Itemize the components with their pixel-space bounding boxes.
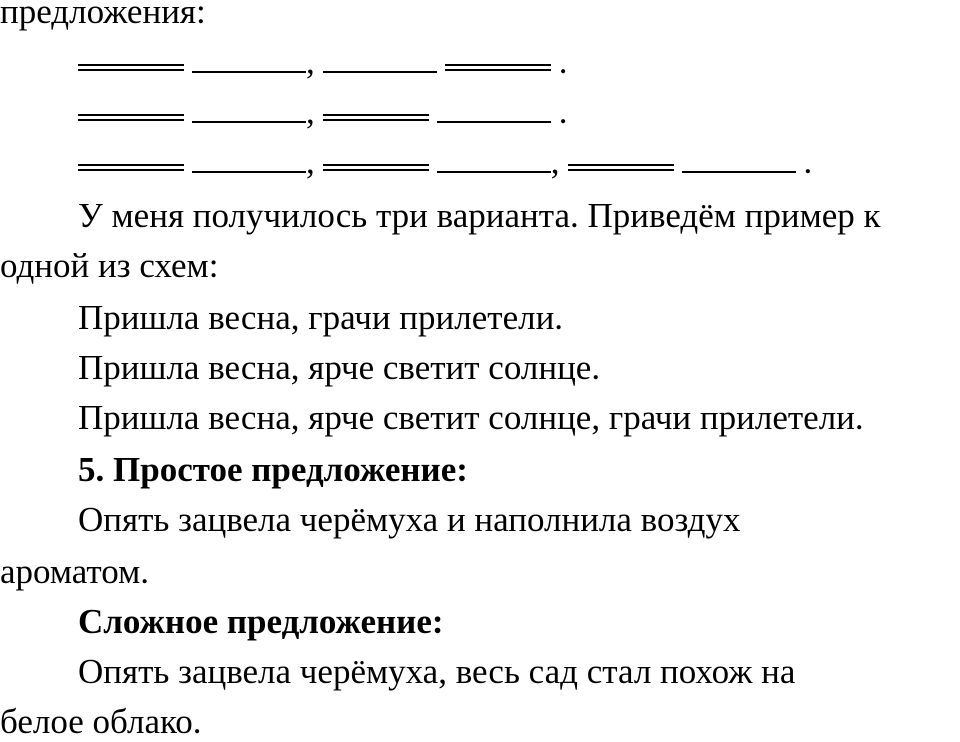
scheme-period: . [558, 92, 568, 131]
example-sentence-2: Пришла весна, ярче светит солнце. [78, 348, 601, 387]
subject-underline [568, 142, 674, 182]
subject-underline [78, 42, 184, 82]
sentence-scheme-2 [78, 92, 568, 132]
scheme-period: . [558, 42, 568, 81]
subject-underline [78, 142, 184, 182]
example-sentence-3: Пришла весна, ярче светит солнце, грачи прилетели. [78, 398, 864, 437]
scheme-comma: , [306, 42, 315, 81]
variants-text-line-2: одной из схем: [0, 246, 219, 285]
variants-text-line-1: У меня получилось три варианта. Приведём пример к [78, 196, 881, 235]
predicate-underline [437, 142, 551, 182]
scheme-comma: , [306, 92, 315, 131]
sentence-scheme-1 [78, 42, 568, 82]
scheme-comma: , [306, 142, 315, 181]
predicate-underline [192, 42, 306, 82]
task-5-heading: 5. Простое предложение: [78, 450, 468, 489]
complex-sentence-line-1: Опять зацвела черёмуха, весь сад стал похож на [78, 652, 796, 691]
example-sentence-1: Пришла весна, грачи прилетели. [78, 298, 564, 337]
subject-underline [78, 92, 184, 132]
sentence-scheme-3 [78, 142, 812, 182]
predicate-underline [682, 142, 796, 182]
intro-tail-text: предложения: [0, 0, 206, 31]
predicate-underline [323, 42, 437, 82]
subject-underline [445, 42, 551, 82]
complex-sentence-line-2: белое облако. [0, 702, 202, 741]
simple-sentence-line-2: ароматом. [0, 552, 149, 591]
scheme-comma: , [550, 142, 560, 181]
simple-sentence-line-1: Опять зацвела черёмуха и наполнила воздух [78, 500, 741, 539]
subject-underline [323, 92, 429, 132]
complex-sentence-heading: Сложное предложение: [78, 602, 444, 641]
subject-underline [323, 142, 429, 182]
predicate-underline [192, 142, 306, 182]
scheme-period: . [803, 142, 813, 181]
predicate-underline [437, 92, 551, 132]
predicate-underline [192, 92, 306, 132]
